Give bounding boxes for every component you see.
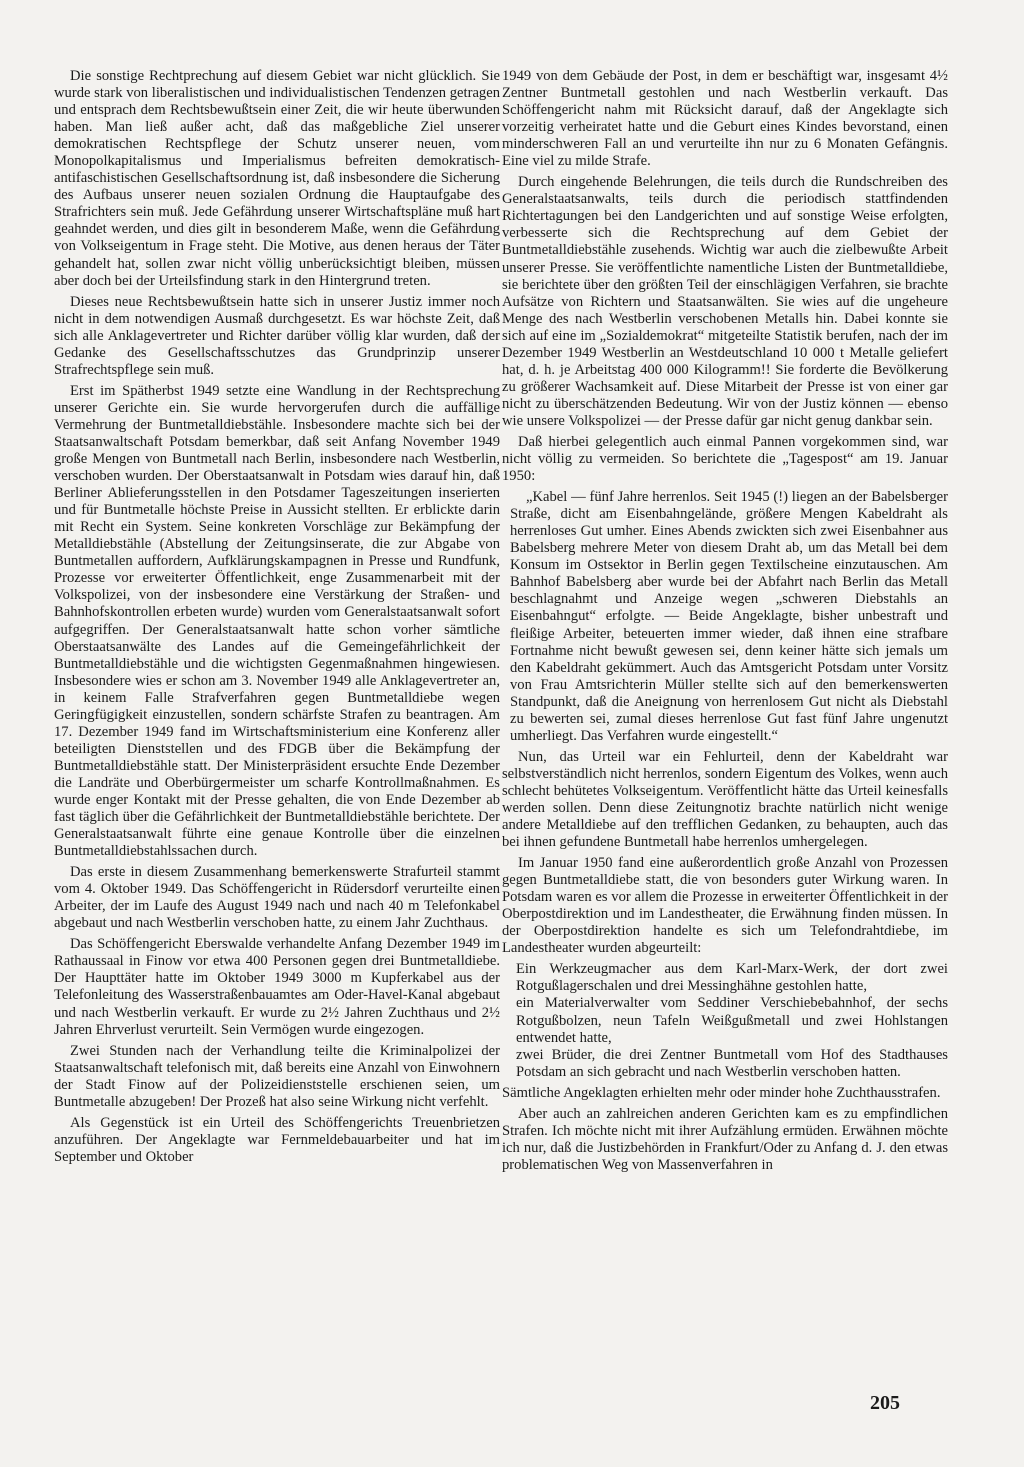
paragraph: Durch eingehende Belehrungen, die teils durch die Rundschreiben des Generalstaatsanwalts, teils durch die periodisch stattfindenden Richtertagungen bei den Landgerichten und auf sonstige Weise erfolgten, verbesserte sich die Rechtsprechung auf dem Gebiet der Buntmetalldiebstähle zusehends. Wichtig war auch die zielbewußte Arbeit unserer Presse. Sie veröffentlichte namentliche Listen der Buntmetalldiebe, sie berichtete über den größten Teil der einschlägigen Verfahren, sie brachte Aufsätze von Richtern und Staatsanwälten. Sie wies auf die ungeheure Menge des nach Westberlin verschobenen Metalls hin. Dabei konnte sie sich auf eine im „Sozialdemokrat“ mitgeteilte Statistik berufen, nach der im Dezember 1949 Westberlin an Westdeutschland 10 000 t Metalle geliefert hat, d. h. je Arbeitstag 400 000 Kilogramm!! Sie forderte die Bevölkerung zu größerer Wachsamkeit auf. Diese Mitarbeit der Presse ist von einer gar nicht zu überschätzenden Bedeutung. Wir von der Justiz können — ebenso wie unsere Volkspolizei — der Presse dafür gar nicht genug dankbar sein. [502,174,948,429]
paragraph: Daß hierbei gelegentlich auch einmal Pannen vorgekommen sind, war nicht völlig zu vermeiden. So berichtete die „Tagespost“ am 19. Januar 1950: [502,433,948,485]
page-number: 205 [870,1392,900,1414]
paragraph: Dieses neue Rechtsbewußtsein hatte sich in unserer Justiz immer noch nicht in dem notwendigen Ausmaß durchgesetzt. Es war höchste Zeit, daß sich alle Anklagevertreter und Richter darüber völlig klar wurden, daß der Gedanke des Gesellschaftsschutzes das Grundprinzip unserer Strafrechtspflege sein muß. [54,293,500,378]
list-item: Ein Werkzeugmacher aus dem Karl-Marx-Werk, der dort zwei Rotgußlagerschalen und drei Messinghähne gestohlen hatte, [516,961,948,995]
paragraph: Nun, das Urteil war ein Fehlurteil, denn der Kabeldraht war selbstverständlich nicht herrenlos, sondern Eigentum des Volkes, wenn auch schlecht behütetes Volkseigentum. Veröffentlicht hätte das Urteil keinesfalls werden sollen. Denn diese Zeitungnotiz brachte natürlich nicht wenige andere Metalldiebe auf den trefflichen Gedanken, zu behaupten, auch das bei ihnen gefundene Buntmetall habe herrenlos umhergelegen. [502,748,948,851]
paragraph: Die sonstige Rechtprechung auf diesem Gebiet war nicht glücklich. Sie wurde stark von liberalistischen und individualistischen Tendenzen getragen und entsprach dem Rechtsbewußtsein einer Zeit, die wir heute überwunden haben. Man ließ außer acht, daß das maßgebliche Ziel unserer demokratischen Rechtspflege der Schutz unserer neuen, vom Monopolkapitalismus und Imperialismus befreiten demokratisch-antifaschistischen Gesellschaftsordnung ist, daß insbesondere die Sicherung des Aufbaus unserer neuen sozialen Ordnung die Hauptaufgabe des Strafrichters sein muß. Jede Gefährdung unserer Wirtschaftspläne muß hart geahndet werden, und dies gilt in besonderem Maße, wenn die Gefährdung von Volkseigentum in Frage steht. Die Motive, aus denen heraus der Täter gehandelt hat, sollen zwar nicht völlig unberücksichtigt bleiben, müssen aber doch bei der Urteilsfindung stark in den Hintergrund treten. [54,68,500,289]
paragraph: Das erste in diesem Zusammenhang bemerkenswerte Strafurteil stammt vom 4. Oktober 1949. Das Schöffengericht in Rüdersdorf verurteilte einen Arbeiter, der im Laufe des August 1949 nach und nach 40 m Telefonkabel abgebaut und nach Westberlin verschoben hatte, zu einem Jahr Zuchthaus. [54,864,500,932]
paragraph: Im Januar 1950 fand eine außerordentlich große Anzahl von Prozessen gegen Buntmetalldiebe statt, die von besonders guter Wirkung waren. In Potsdam waren es vor allem die Prozesse in erweiterter Öffentlichkeit in der Oberpostdirektion und im Landestheater, die Erwähnung finden müssen. In der Oberpostdirektion handelte es sich um Telefondrahtdiebe, im Landestheater wurden abgeurteilt: [502,855,948,957]
block-quote: „Kabel — fünf Jahre herrenlos. Seit 1945 (!) liegen an der Babelsberger Straße, dicht am Eisenbahngelände, größere Mengen Kabeldraht als herrenloses Gut umher. Eines Abends zwickten sich zwei Eisenbahner aus Babelsberg mehrere Meter von diesem Draht ab, um das Metall bei dem Konsum im Ostsektor in Berlin gegen Textilscheine einzutauschen. Am Bahnhof Babelsberg aber wurde bei der Abfahrt nach Berlin das Metall beschlagnahmt und Anzeige wegen „schweren Diebstahls an Eisenbahngut“ erfolgte. — Beide Angeklagte, bisher unbestraft und fleißige Arbeiter, beteuerten immer wieder, daß ihnen eine strafbare Fortnahme nicht bewußt gewesen sei, denn keiner hätte sich jemals um den Kabeldraht gekümmert. Auch das Amtsgericht Potsdam unter Vorsitz von Frau Amtsrichterin Müller stellte sich auf den bemerkenswerten Standpunkt, daß die Aneignung von herrenlosem Gut nicht als Diebstahl zu bewerten sei, zumal dieses herrenlose Gut fast fünf Jahre ungenutzt umherliegt. Das Verfahren wurde eingestellt.“ [510,489,948,744]
paragraph: Aber auch an zahlreichen anderen Gerichten kam es zu empfindlichen Strafen. Ich möchte nicht mit ihrer Aufzählung ermüden. Erwähnen möchte ich nur, daß die Justizbehörden in Frankfurt/Oder zu Anfang d. J. den etwas problematischen Weg von Massenverfahren in [502,1105,948,1173]
list-item: zwei Brüder, die drei Zentner Buntmetall vom Hof des Stadthauses Potsdam an sich gebracht und nach Westberlin verschoben hatten. [516,1046,948,1080]
left-column [54,68,500,1170]
paragraph: Zwei Stunden nach der Verhandlung teilte die Kriminalpolizei der Staatsanwaltschaft telefonisch mit, daß bereits eine Anzahl von Einwohnern der Stadt Finow auf der Polizeidienststelle erschienen seien, um Buntmetalle abzugeben! Der Prozeß hat also seine Wirkung nicht verfehlt. [54,1042,500,1110]
paragraph: Sämtliche Angeklagten erhielten mehr oder minder hohe Zuchthausstrafen. [502,1084,941,1101]
paragraph: Erst im Spätherbst 1949 setzte eine Wandlung in der Rechtsprechung unserer Gerichte ein. Sie wurde hervorgerufen durch die auffällige Vermehrung der Buntmetalldiebstähle. Insbesondere machte sich bei der Staatsanwaltschaft Potsdam bemerkbar, daß seit Anfang November 1949 große Mengen von Buntmetall nach Berlin, insbesondere nach Westberlin, verschoben wurden. Der Oberstaatsanwalt in Potsdam wies darauf hin, daß Berliner Ablieferungsstellen in den Potsdamer Tageszeitungen inserierten und für Buntmetalle höchste Preise in Aussicht stellten. Er erblickte darin mit Recht ein System. Seine konkreten Vorschläge zur Bekämpfung der Metalldiebstähle (Abstellung der Zeitungsinserate, die zur Abgabe von Buntmetallen auffordern, Aufklärungskampagnen in Presse und Rundfunk, Prozesse vor erweiterter Öffentlichkeit, enge Zusammenarbeit mit der Volkspolizei, von der insbesondere eine Verstärkung der Straßen- und Bahnhofskontrollen erbeten wurde) wurden vom Generalstaatsanwalt sofort aufgegriffen. Der Generalstaatsanwalt hatte schon vorher sämtliche Oberstaatsanwälte des Landes auf die Gemeingefährlichkeit der Buntmetalldiebstähle und die wichtigsten Gegenmaßnahmen hingewiesen. Insbesondere wies er schon am 3. November 1949 alle Anklagevertreter an, in keinem Falle Strafverfahren gegen Buntmetalldiebe wegen Geringfügigkeit einzustellen, sondern schärfste Strafen zu beantragen. Am 17. Dezember 1949 fand im Wirtschaftsministerium eine Konferenz aller beteiligten Dienststellen und des FDGB über die Bekämpfung der Buntmetalldiebstähle statt. Der Ministerpräsident ersuchte Ende Dezember die Landräte und Oberbürgermeister um scharfe Kontrollmaßnahmen. Es wurde enger Kontakt mit der Presse gehalten, die von Ende Dezember ab fast täglich über die Gefährlichkeit der Buntmetalldiebstähle berichtete. Der Generalstaatsanwalt führte eine genaue Kontrolle über die einzelnen Buntmetalldiebstahlssachen durch. [54,382,500,860]
paragraph: Das Schöffengericht Eberswalde verhandelte Anfang Dezember 1949 im Rathaussaal in Finow vor etwa 400 Personen gegen drei Buntmetalldiebe. Der Haupttäter hatte im Oktober 1949 3000 m Kupferkabel aus der Telefonleitung des Wasserstraßenbauamtes am Oder-Havel-Kanal abgebaut und nach Westberlin verkauft. Er wurde zu 2½ Jahren Zuchthaus und 2½ Jahren Ehrverlust verurteilt. Sein Vermögen wurde eingezogen. [54,936,500,1038]
right-column [502,68,948,1178]
paragraph: Als Gegenstück ist ein Urteil des Schöffengerichts Treuenbrietzen anzuführen. Der Angeklagte war Fernmeldebauarbeiter und hat im September und Oktober [54,1114,500,1165]
list-item: ein Materialverwalter vom Seddiner Verschiebebahnhof, der sechs Rotgußbolzen, neun Tafeln Weißgußmetall und zwei Hohlstangen entwendet hatte, [516,995,948,1046]
paragraph-continuation: 1949 von dem Gebäude der Post, in dem er beschäftigt war, insgesamt 4½ Zentner Buntmetall gestohlen und nach Westberlin verkauft. Das Schöffengericht nahm mit Rücksicht darauf, daß der Angeklagte sich vorzeitig verheiratet hatte und die Geburt eines Kindes bevorstand, einen minderschweren Fall an und verurteilte ihn nur zu 6 Monaten Gefängnis. Eine viel zu milde Strafe. [502,68,948,170]
